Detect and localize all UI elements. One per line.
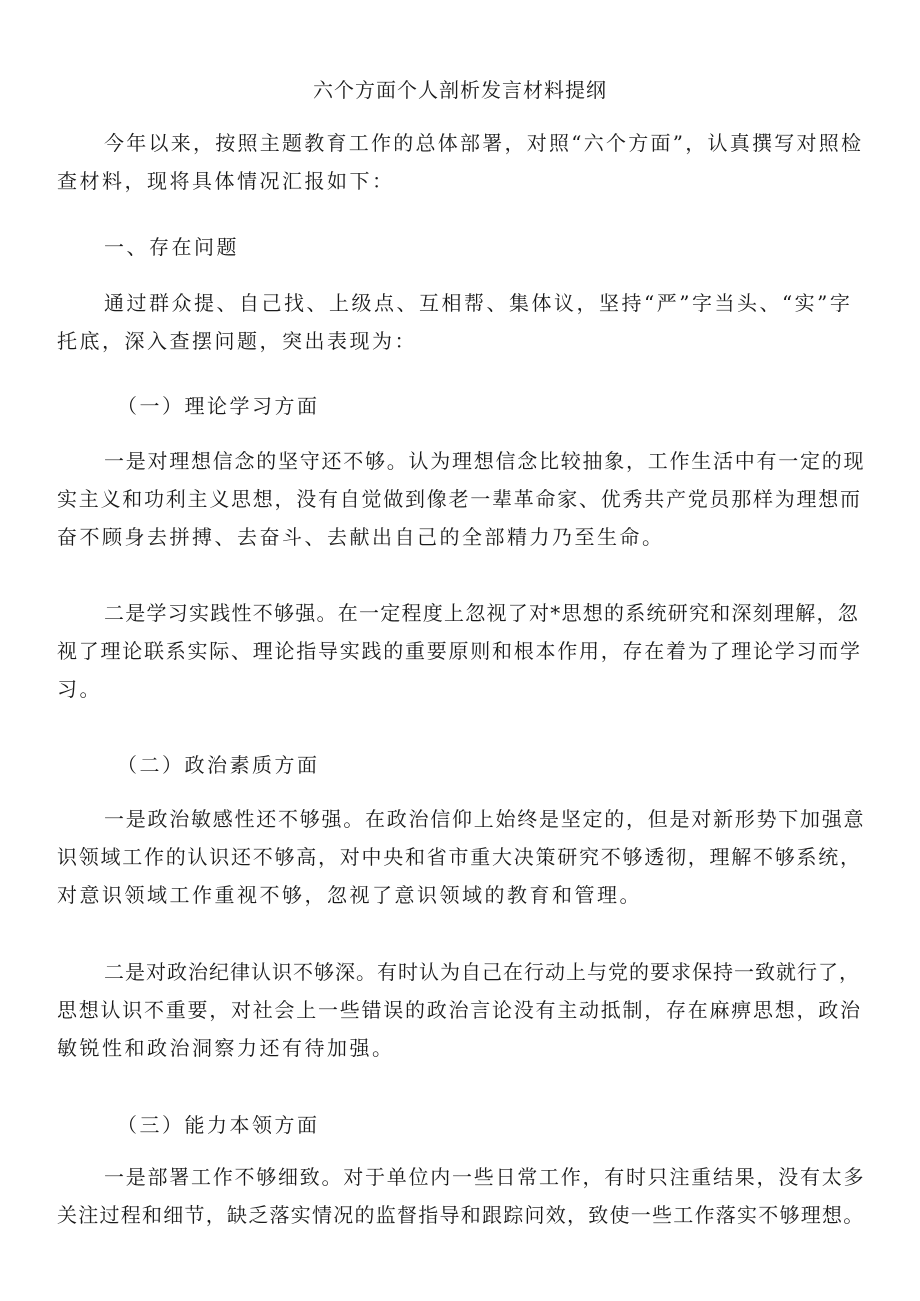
text-line: 对意识领域工作重视不够，忽视了意识领域的教育和管理。 (57, 883, 642, 907)
sub3-heading: （三）能力本领方面 (117, 1113, 320, 1137)
sub1-heading: （一）理论学习方面 (117, 394, 320, 418)
section1-intro-paragraph (57, 284, 867, 360)
sub3-paragraph-1 (57, 1158, 867, 1234)
text-line: 托底，深入查摆问题，突出表现为： (57, 329, 417, 353)
text-line: 一是对理想信念的坚守还不够。认为理想信念比较抽象，工作生活中有一定的现 (104, 449, 866, 473)
document-title: 六个方面个人剖析发言材料提纲 (313, 78, 607, 102)
subsection-heading (57, 387, 867, 425)
sub1-paragraph-1 (57, 442, 867, 556)
text-line: 识领域工作的认识还不够高，对中央和省市重大决策研究不够透彻，理解不够系统， (57, 845, 862, 869)
section-heading (57, 228, 867, 266)
text-line: 一是政治敏感性还不够强。在政治信仰上始终是坚定的，但是对新形势下加强意 (104, 807, 866, 831)
text-line: 二是对政治纪律认识不够深。有时认为自己在行动上与党的要求保持一致就行了， (104, 960, 860, 984)
text-line: 实主义和功利主义思想，没有自觉做到像老一辈革命家、优秀共产党员那样为理想而 (57, 487, 862, 511)
text-line: 通过群众提、自己找、上级点、互相帮、集体议，坚持“严”字当头、“实”字 (104, 291, 853, 315)
text-line: 今年以来，按照主题教育工作的总体部署，对照“六个方面”，认真撰写对照检 (104, 131, 864, 155)
intro-paragraph (57, 124, 867, 200)
text-line: 习。 (57, 677, 102, 701)
text-line: 思想认识不重要，对社会上一些错误的政治言论没有主动抵制，存在麻痹思想，政治 (57, 998, 862, 1022)
subsection-heading (57, 1106, 867, 1144)
text-line: 视了理论联系实际、理论指导实践的重要原则和根本作用，存在着为了理论学习而学 (57, 639, 862, 663)
text-line: 一是部署工作不够细致。对于单位内一些日常工作，有时只注重结果，没有太多 (104, 1165, 866, 1189)
text-line: 奋不顾身去拼搏、去奋斗、去献出自己的全部精力乃至生命。 (57, 525, 665, 549)
text-line: 敏锐性和政治洞察力还有待加强。 (57, 1036, 395, 1060)
text-line: 关注过程和细节，缺乏落实情况的监督指导和跟踪问效，致使一些工作落实不够理想。 (57, 1203, 865, 1227)
text-line: 查材料，现将具体情况汇报如下： (57, 169, 395, 193)
sub1-paragraph-2 (57, 594, 867, 708)
sub2-heading: （二）政治素质方面 (117, 753, 320, 777)
subsection-heading (57, 746, 867, 784)
sub2-paragraph-2 (57, 953, 867, 1067)
text-line: 二是学习实践性不够强。在一定程度上忽视了对*思想的系统研究和深刻理解，忽 (104, 601, 859, 625)
section1-heading: 一、存在问题 (104, 235, 239, 259)
sub2-paragraph-1 (57, 800, 867, 914)
